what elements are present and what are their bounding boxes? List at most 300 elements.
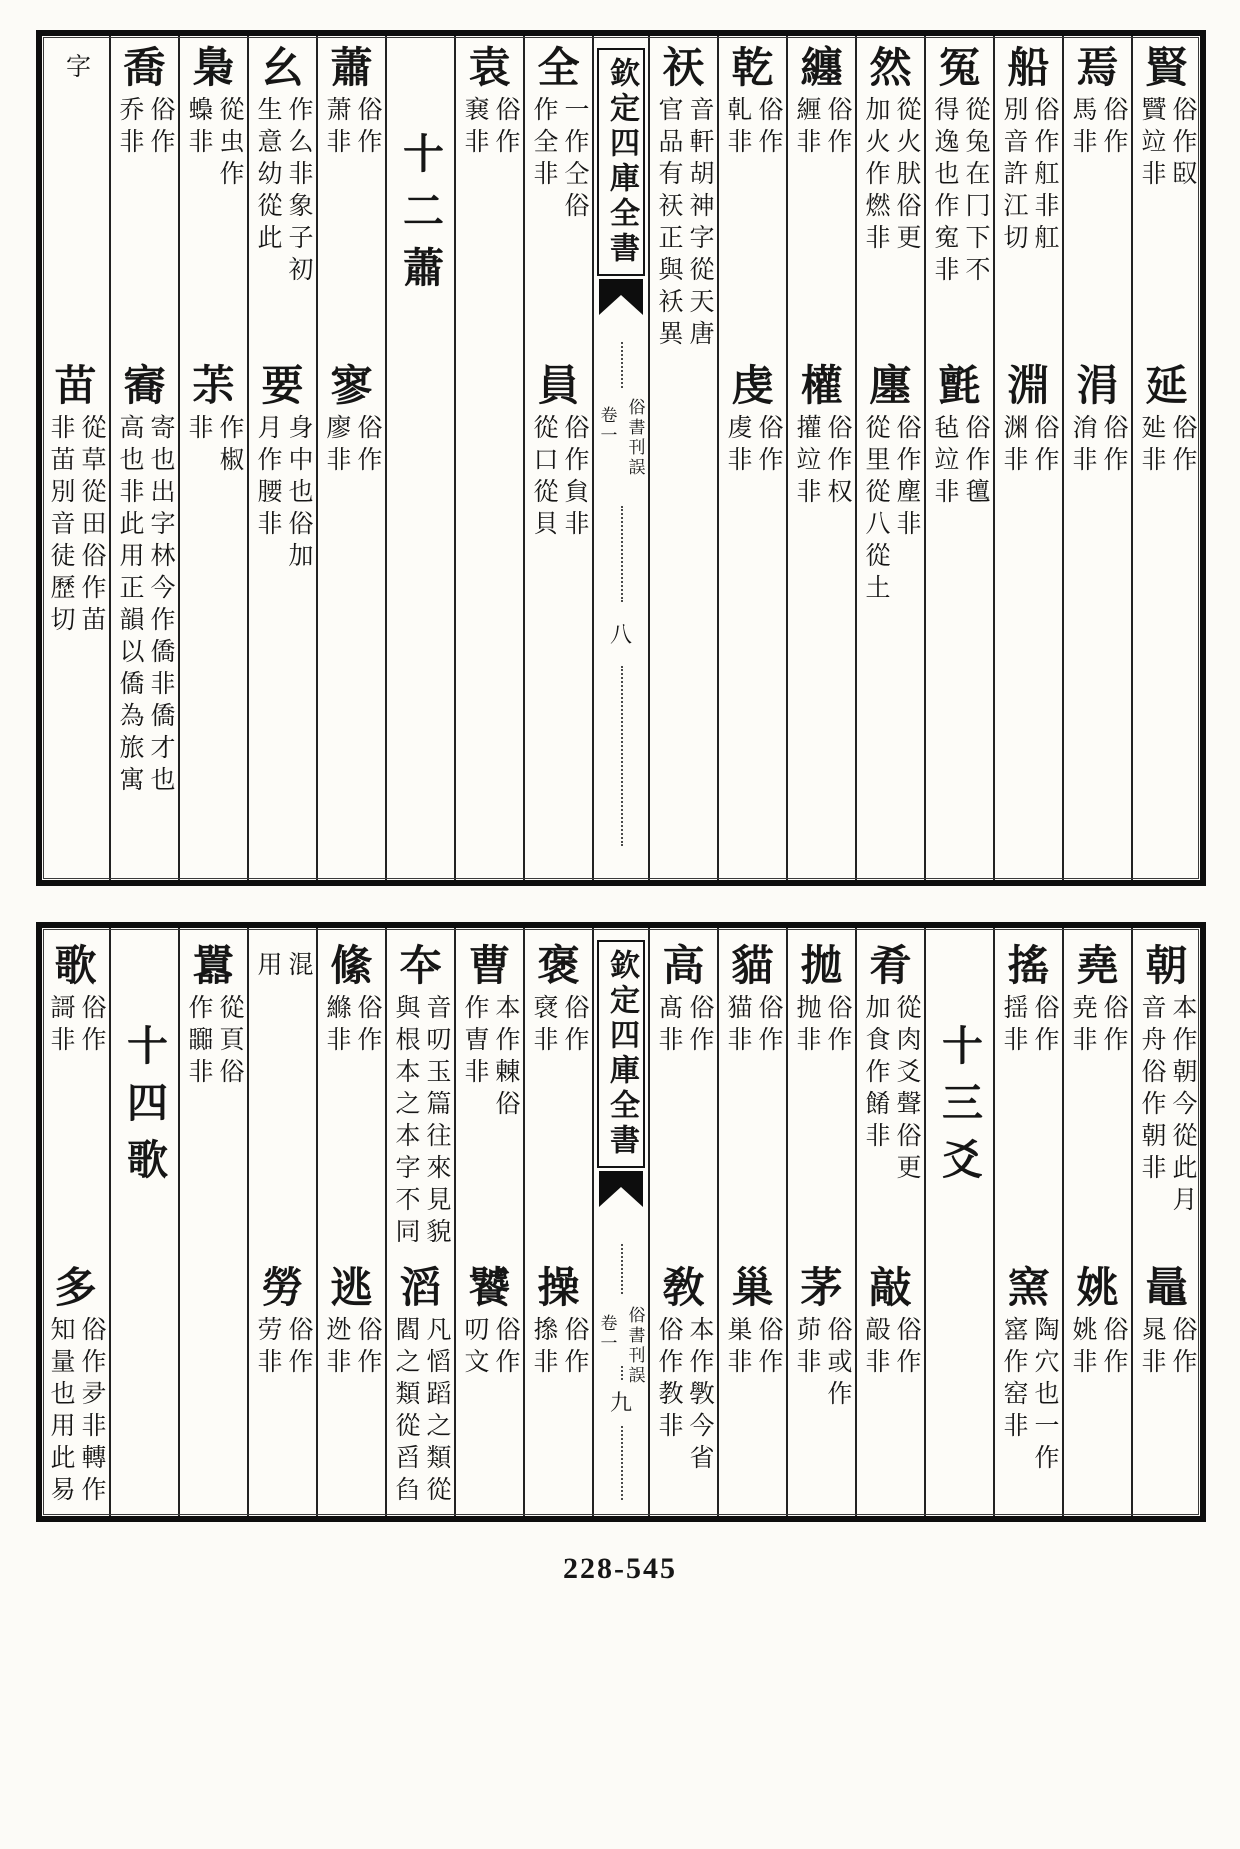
- gloss-left-line: 月作腰非: [254, 413, 281, 542]
- entry-gloss: [995, 96, 1062, 256]
- gloss-left-line: 撡非: [530, 1315, 557, 1380]
- entry-gloss: [650, 1316, 717, 1476]
- text-column: [316, 36, 385, 880]
- gloss-right-line: 一作仝俗: [561, 95, 588, 224]
- entry-gloss: [249, 1316, 316, 1380]
- entry-head-char: 氈: [938, 364, 981, 410]
- entry-head-char: 搖: [1007, 944, 1050, 990]
- gloss-left-line: 窰作窑非: [1000, 1315, 1027, 1444]
- gloss-left-line: 俗作教非: [655, 1315, 682, 1444]
- entry-head-char: 幺: [261, 46, 304, 92]
- entry: [1064, 366, 1131, 478]
- gloss-right-line: 從兔在冂下不: [962, 95, 989, 288]
- entry: [719, 1268, 786, 1380]
- gloss-right-line: 俗作权: [824, 413, 851, 510]
- entry: [788, 1268, 855, 1412]
- entry: [650, 48, 717, 352]
- entry: [926, 48, 993, 288]
- rhyme-section-label: 十二蕭: [397, 132, 443, 303]
- entry: [719, 946, 786, 1058]
- gloss-right-line: 從火肰俗更: [893, 95, 920, 256]
- entry-gloss: [525, 414, 592, 542]
- entry-gloss: [42, 994, 109, 1058]
- gloss-left-line: 高也非此用正韻以僑為旅寓: [116, 413, 143, 798]
- gloss-left-line: 毡竝非: [931, 413, 958, 510]
- entry-gloss: [318, 1316, 385, 1380]
- gloss-right-line: 從虫作: [216, 95, 243, 192]
- entry-gloss: [788, 414, 855, 510]
- entry-gloss: [1133, 994, 1200, 1218]
- entry-gloss: [1133, 96, 1200, 192]
- entry-head-char: 纏: [800, 46, 843, 92]
- entry-gloss: [318, 414, 385, 478]
- entry-gloss: [42, 414, 109, 638]
- entry: [788, 946, 855, 1058]
- text-column: [786, 928, 855, 1516]
- gloss-right-line: 作椒: [216, 413, 243, 478]
- rhyme-section-column: [924, 928, 993, 1516]
- entry-gloss: [387, 1316, 454, 1508]
- gloss-right-line: 俗作: [354, 95, 381, 160]
- gloss-left-line: 㩲竝非: [793, 413, 820, 510]
- entry-head-char: 全: [537, 46, 580, 92]
- entry-head-char: 冤: [938, 46, 981, 92]
- gloss-left-line: 作曺非: [461, 993, 488, 1090]
- entry: [387, 1268, 454, 1508]
- text-column: [855, 36, 924, 880]
- entry: [719, 366, 786, 478]
- text-column: [717, 36, 786, 880]
- fold-rule: [621, 342, 623, 388]
- gloss-left-line: 㢟非: [1138, 413, 1165, 478]
- fishtail-icon: [598, 1171, 644, 1215]
- entry-head-char: 乾: [731, 46, 774, 92]
- entry-gloss: [719, 994, 786, 1058]
- entry: [180, 366, 247, 478]
- entry-gloss: [857, 414, 924, 606]
- entry-head-char: 敲: [869, 1266, 912, 1312]
- gloss-left-line: 迯非: [323, 1315, 350, 1380]
- entry-gloss: [180, 414, 247, 478]
- entry-gloss: [180, 994, 247, 1090]
- entry-gloss: [650, 96, 717, 352]
- gloss-left-line: 得逸也作寃非: [931, 95, 958, 288]
- gloss-right-line: 本作斆今省: [686, 1315, 713, 1476]
- entry: [926, 366, 993, 510]
- gloss-right-line: 俗作: [561, 1315, 588, 1380]
- entry: [318, 1268, 385, 1380]
- gloss-left-line: 姚非: [1069, 1315, 1096, 1380]
- gloss-left-line: 萧非: [323, 95, 350, 160]
- entry-gloss: [525, 1316, 592, 1380]
- text-column: [717, 928, 786, 1516]
- entry-gloss: [111, 414, 178, 798]
- entry-gloss: [788, 994, 855, 1058]
- text-column: [648, 928, 717, 1516]
- entry: [788, 48, 855, 160]
- gloss-left-line: 知量也用此易: [47, 1315, 74, 1508]
- entry: [180, 946, 247, 1090]
- gloss-right-line: 從肉爻聲俗更: [893, 993, 920, 1186]
- entry: [1133, 48, 1200, 192]
- entry-gloss: [995, 994, 1062, 1058]
- entry: [719, 48, 786, 160]
- entry-gloss: [525, 994, 592, 1058]
- entry-head-char: 多: [54, 1266, 97, 1312]
- entry-head-char: 堯: [1076, 944, 1119, 990]
- entry-head-char: 敎: [662, 1266, 705, 1312]
- entry-head-char: 姚: [1076, 1266, 1119, 1312]
- entry: [525, 946, 592, 1058]
- entry-head-char: 褒: [537, 944, 580, 990]
- entry-gloss: [318, 96, 385, 160]
- text-column: [316, 928, 385, 1516]
- text-column: [178, 36, 247, 880]
- entry: [318, 366, 385, 478]
- siku-banner-box: [597, 48, 645, 276]
- gloss-left-line: 劳非: [254, 1315, 281, 1380]
- rhyme-section-column: [385, 36, 454, 880]
- gloss-left-line: 作全非: [530, 95, 557, 192]
- gloss-right-line: 音叨玉篇往來見貌: [423, 993, 450, 1250]
- entry: [42, 48, 109, 85]
- entry: [1133, 366, 1200, 478]
- gloss-left-line: 揺非: [1000, 993, 1027, 1058]
- entry-head-char: 苗: [54, 364, 97, 410]
- entry-head-char: 肴: [869, 944, 912, 990]
- gloss-left-line: 從口從貝: [530, 413, 557, 542]
- entry-gloss: [1064, 414, 1131, 478]
- entry-head-char: 滔: [399, 1266, 442, 1312]
- volume-label: 卷一: [597, 1314, 617, 1354]
- gloss-right-line: 俗作: [686, 993, 713, 1058]
- entry-gloss: [719, 96, 786, 160]
- entry-gloss: [456, 994, 523, 1122]
- entry-head-char: 㝯: [123, 364, 166, 410]
- entry: [995, 366, 1062, 478]
- gloss-right-line: 俗作: [1100, 95, 1127, 160]
- gloss-left-line: 乔非: [116, 95, 143, 160]
- rhyme-section-label: 十四歌: [121, 1024, 167, 1195]
- text-column: [1131, 36, 1200, 880]
- entry-gloss: [719, 414, 786, 478]
- gloss-right-line: 俗作: [1100, 413, 1127, 478]
- gloss-right-line: 音軒胡神字從天唐: [686, 95, 713, 352]
- text-column: [247, 928, 316, 1516]
- entry: [995, 1268, 1062, 1476]
- entry-head-char: 要: [261, 364, 304, 410]
- entry-gloss: [857, 96, 924, 256]
- entry-head-char: 船: [1007, 46, 1050, 92]
- entry: [318, 946, 385, 1058]
- gloss-right-line: 俗作: [1169, 1315, 1196, 1380]
- gloss-right-line: 俗作: [893, 1315, 920, 1380]
- text-column: [523, 36, 592, 880]
- entry-gloss: [1064, 1316, 1131, 1380]
- entry: [525, 48, 592, 224]
- top-columns: [42, 36, 1200, 880]
- entry-head-char: 茮: [192, 364, 235, 410]
- rhyme-section-column: [109, 928, 178, 1516]
- gloss-left-line: 非苖別音徒歷切: [47, 413, 74, 638]
- gloss-right-line: 俗作貟非: [561, 413, 588, 542]
- siku-banner-title: 欽定四庫全書: [605, 57, 638, 267]
- entry-gloss: [1064, 994, 1131, 1058]
- entry: [42, 366, 109, 638]
- text-column: [42, 928, 109, 1516]
- entry-gloss: [926, 96, 993, 288]
- entry: [1133, 946, 1200, 1218]
- entry: [318, 48, 385, 160]
- entry-gloss: [926, 414, 993, 510]
- text-column: [648, 36, 717, 880]
- entry-head-char: 涓: [1076, 364, 1119, 410]
- entry-head-char: 虔: [731, 364, 774, 410]
- entry-head-char: 曹: [468, 944, 511, 990]
- gloss-left-line: 抛非: [793, 993, 820, 1058]
- volume-label: 卷一: [597, 406, 617, 446]
- entry-head-char: 勞: [261, 1266, 304, 1312]
- entry-head-char: 袁: [468, 46, 511, 92]
- entry-gloss: [180, 96, 247, 192]
- entry-head-char: 朝: [1145, 944, 1188, 990]
- entry-gloss: [249, 414, 316, 574]
- entry-head-char: 廛: [869, 364, 912, 410]
- fold-rule: [621, 506, 623, 602]
- entry-head-char: 蕭: [330, 46, 373, 92]
- book-title: 俗書刊誤: [625, 1306, 645, 1386]
- entry: [249, 1268, 316, 1380]
- text-column: [924, 36, 993, 880]
- entry: [111, 48, 178, 160]
- entry: [456, 48, 523, 160]
- entry: [525, 366, 592, 542]
- entry-gloss: [857, 1316, 924, 1380]
- entry: [995, 946, 1062, 1058]
- gloss-right-line: 俗作: [755, 993, 782, 1058]
- gloss-left-line: 猫非: [724, 993, 751, 1058]
- entry-head-char: 權: [800, 364, 843, 410]
- entry-head-char: 梟: [192, 46, 235, 92]
- entry-gloss: [1064, 96, 1131, 160]
- gloss-right-line: 俗作: [755, 95, 782, 160]
- gloss-left-line: 與根本之本字不同: [392, 993, 419, 1250]
- gloss-right-line: 俗作: [1100, 993, 1127, 1058]
- gloss-left-line: 加食作餚非: [862, 993, 889, 1154]
- rhyme-section-label: 十三爻: [936, 1024, 982, 1195]
- gloss-left-line: 馬非: [1069, 95, 1096, 160]
- top-page-frame: [36, 30, 1206, 886]
- entry: [387, 946, 454, 1250]
- gloss-left-line: 髙非: [655, 993, 682, 1058]
- entry-gloss: [456, 1316, 523, 1380]
- gloss-left-line: 緾非: [793, 95, 820, 160]
- gloss-left-line: 生意幼從此: [254, 95, 281, 256]
- entry-gloss: [857, 994, 924, 1186]
- center-fold-column: [592, 928, 648, 1516]
- entry: [857, 1268, 924, 1380]
- fold-rule: [621, 1426, 623, 1500]
- entry-head-char: 操: [537, 1266, 580, 1312]
- fold-rule: [621, 666, 623, 846]
- text-column: [1062, 36, 1131, 880]
- entry: [650, 1268, 717, 1476]
- entry: [249, 48, 316, 288]
- gloss-right-line: 俗作: [354, 413, 381, 478]
- entry-head-char: 囂: [192, 944, 235, 990]
- entry-gloss: [1133, 414, 1200, 478]
- gloss-left-line: 贒竝非: [1138, 95, 1165, 192]
- entry-head-char: 賢: [1145, 46, 1188, 92]
- gloss-right-line: 從頁俗: [216, 993, 243, 1090]
- entry: [42, 946, 109, 1058]
- entry-head-char: 窯: [1007, 1266, 1050, 1312]
- text-column: [385, 928, 454, 1516]
- gloss-left-line: 別音許江切: [1000, 95, 1027, 256]
- entry-gloss: [788, 1316, 855, 1412]
- gloss-left-line: 音舟俗作朝非: [1138, 993, 1165, 1186]
- entry-gloss: [111, 96, 178, 160]
- gloss-left-line: 䖍非: [724, 413, 751, 478]
- gloss-right-line: 俗作: [354, 1315, 381, 1380]
- entry-gloss: [995, 1316, 1062, 1476]
- entry: [857, 366, 924, 606]
- entry-head-char: 逃: [330, 1266, 373, 1312]
- entry-head-char: 祆: [662, 46, 705, 92]
- text-column: [42, 36, 109, 880]
- entry-head-char: 淵: [1007, 364, 1050, 410]
- entry: [249, 946, 316, 983]
- entry-gloss: [788, 96, 855, 160]
- gloss-left-line: 蟂非: [185, 95, 212, 160]
- entry-gloss: [650, 994, 717, 1058]
- bottom-columns: [42, 928, 1200, 1516]
- fold-rule: [621, 1244, 623, 1294]
- gloss-right-line: 俗作: [147, 95, 174, 160]
- text-column: [1062, 928, 1131, 1516]
- entry-gloss: [719, 1316, 786, 1380]
- gloss-right-line: 俗作臤: [1169, 95, 1196, 192]
- entry-gloss: [525, 96, 592, 224]
- gloss-left-line: 巣非: [724, 1315, 751, 1380]
- entry: [249, 366, 316, 574]
- entry: [857, 48, 924, 256]
- entry-gloss: [249, 96, 316, 288]
- gloss-right-line: 俗作: [1031, 413, 1058, 478]
- gloss-right-line: 俗或作: [824, 1315, 851, 1412]
- gloss-right-line: 本作朝今從此月: [1169, 993, 1196, 1218]
- gloss-right-line: 俗作塵非: [893, 413, 920, 542]
- siku-banner-box: [597, 940, 645, 1168]
- entry-head-char: 焉: [1076, 46, 1119, 92]
- siku-banner-title: 欽定四庫全書: [605, 949, 638, 1159]
- entry: [1064, 946, 1131, 1058]
- page-number: 228-545: [563, 1552, 677, 1585]
- entry-gloss: [1133, 1316, 1200, 1380]
- gloss-right-line: 俗作: [354, 993, 381, 1058]
- gloss-left-line: 㳙非: [1069, 413, 1096, 478]
- center-title-group: [594, 1306, 648, 1386]
- gloss-right-line: 俗作: [1100, 1315, 1127, 1380]
- gloss-left-line: 裦非: [530, 993, 557, 1058]
- text-column: [454, 928, 523, 1516]
- text-column: [1131, 928, 1200, 1516]
- gloss-right-line: 俗作: [492, 1315, 519, 1380]
- gloss-right-line: 俗作: [755, 413, 782, 478]
- gloss-right-line: 本作㯥俗: [492, 993, 519, 1122]
- text-column: [109, 36, 178, 880]
- gloss-right-line: 俗作: [285, 1315, 312, 1380]
- entry-head-char: 巢: [731, 1266, 774, 1312]
- gloss-right-line: 寄也出字林今作僑非僑才也: [147, 413, 174, 798]
- gloss-right-line: 陶穴也一作: [1031, 1315, 1058, 1476]
- gloss-left-line: 閻之類從舀臽: [392, 1315, 419, 1508]
- gloss-right-line: 作么非象子初: [285, 95, 312, 288]
- gloss-left-line: 㐮非: [461, 95, 488, 160]
- gloss-right-line: 俗作: [561, 993, 588, 1058]
- gloss-right-line: 俗作: [824, 95, 851, 160]
- entry-head-char: 貓: [731, 944, 774, 990]
- entry-gloss: [387, 994, 454, 1250]
- text-column: [786, 36, 855, 880]
- text-column: [855, 928, 924, 1516]
- text-column: [454, 36, 523, 880]
- gloss-right-line: 身中也俗加: [285, 413, 312, 574]
- gloss-right-line: 俗作氊: [962, 413, 989, 510]
- entry-head-char: 饕: [468, 1266, 511, 1312]
- entry-gloss: [249, 951, 316, 983]
- entry-head-char: 高: [662, 944, 705, 990]
- gloss-left-line: 廖非: [323, 413, 350, 478]
- entry: [525, 1268, 592, 1380]
- gloss-right-line: 俗作: [78, 993, 105, 1058]
- book-title: 俗書刊誤: [625, 398, 645, 478]
- gloss-left-line: 非: [185, 413, 212, 446]
- entry-head-char: 喬: [123, 46, 166, 92]
- gloss-left-line: 乹非: [724, 95, 751, 160]
- gloss-right-line: 混: [285, 951, 312, 983]
- gloss-left-line: 叨文: [461, 1315, 488, 1380]
- gloss-left-line: 茆非: [793, 1315, 820, 1380]
- entry: [995, 48, 1062, 256]
- entry: [788, 366, 855, 510]
- gloss-left-line: 從里從八從土: [862, 413, 889, 606]
- entry-head-char: 員: [537, 364, 580, 410]
- gloss-left-line: 用: [254, 951, 281, 983]
- text-column: [178, 928, 247, 1516]
- entry-head-char: 歌: [54, 944, 97, 990]
- gloss-left-line: 官品有祆正與袄異: [655, 95, 682, 352]
- gloss-left-line: 縧非: [323, 993, 350, 1058]
- entry: [857, 946, 924, 1186]
- gloss-right-line: 字: [62, 53, 90, 85]
- entry: [1133, 1268, 1200, 1380]
- entry-gloss: [42, 53, 109, 85]
- entry-head-char: 鼂: [1145, 1266, 1188, 1312]
- gloss-left-line: 毃非: [862, 1315, 889, 1380]
- gloss-right-line: 俗作: [492, 95, 519, 160]
- entry-head-char: 寥: [330, 364, 373, 410]
- entry: [456, 1268, 523, 1380]
- text-column: [993, 36, 1062, 880]
- entry: [456, 946, 523, 1122]
- center-fold-column: [592, 36, 648, 880]
- entry: [650, 946, 717, 1058]
- entry: [180, 48, 247, 192]
- entry-head-char: 茅: [800, 1266, 843, 1312]
- gloss-left-line: 晁非: [1138, 1315, 1165, 1380]
- entry-gloss: [995, 414, 1062, 478]
